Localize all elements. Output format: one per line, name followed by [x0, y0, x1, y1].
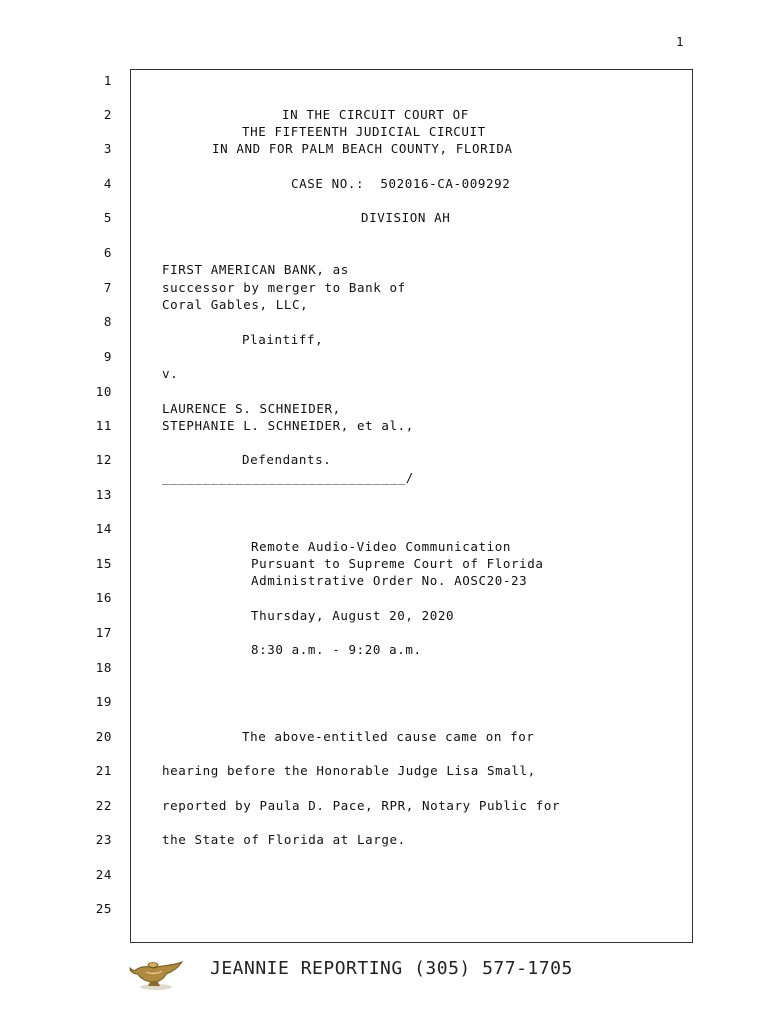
- versus: v.: [162, 366, 179, 381]
- line-number: 2: [103, 107, 112, 122]
- line-number: 3: [103, 141, 112, 156]
- court-name-line-1: IN THE CIRCUIT COURT OF: [282, 107, 469, 122]
- line-number: 17: [95, 625, 112, 640]
- plaintiff-name-line-3: Coral Gables, LLC,: [162, 297, 309, 312]
- case-number: CASE NO.: 502016-CA-009292: [291, 176, 511, 191]
- court-name-line-3: IN AND FOR PALM BEACH COUNTY, FLORIDA: [212, 141, 513, 156]
- defendant-role: Defendants.: [242, 452, 332, 467]
- proceeding-line-2: Pursuant to Supreme Court of Florida: [251, 556, 544, 571]
- caption-underline: ______________________________/: [162, 470, 414, 485]
- line-number: 6: [103, 245, 112, 260]
- body-line-23: the State of Florida at Large.: [162, 832, 406, 847]
- line-number: 4: [103, 176, 112, 191]
- genie-lamp-icon: [126, 948, 186, 992]
- line-number: 19: [95, 694, 112, 709]
- plaintiff-name-line-2: successor by merger to Bank of: [162, 280, 406, 295]
- proceeding-date: Thursday, August 20, 2020: [251, 608, 455, 623]
- body-line-22: reported by Paula D. Pace, RPR, Notary Public for: [162, 798, 561, 813]
- line-number: 18: [95, 660, 112, 675]
- defendant-name-line-2: STEPHANIE L. SCHNEIDER, et al.,: [162, 418, 414, 433]
- line-number: 21: [95, 763, 112, 778]
- line-number: 12: [95, 452, 112, 467]
- line-number: 24: [95, 867, 112, 882]
- line-number: 16: [95, 590, 112, 605]
- line-number: 10: [95, 384, 112, 399]
- footer-reporter-name: JEANNIE REPORTING (305) 577-1705: [210, 958, 573, 979]
- line-number: 23: [95, 832, 112, 847]
- line-number: 7: [103, 280, 112, 295]
- line-number: 1: [103, 73, 112, 88]
- line-number: 25: [95, 901, 112, 916]
- division: DIVISION AH: [361, 210, 451, 225]
- plaintiff-name-line-1: FIRST AMERICAN BANK, as: [162, 262, 349, 277]
- line-number: 11: [95, 418, 112, 433]
- defendant-name-line-1: LAURENCE S. SCHNEIDER,: [162, 401, 341, 416]
- body-line-20: The above-entitled cause came on for: [242, 729, 535, 744]
- plaintiff-role: Plaintiff,: [242, 332, 324, 347]
- line-number: 20: [95, 729, 112, 744]
- proceeding-time: 8:30 a.m. - 9:20 a.m.: [251, 642, 422, 657]
- court-name-line-2: THE FIFTEENTH JUDICIAL CIRCUIT: [242, 124, 486, 139]
- proceeding-line-3: Administrative Order No. AOSC20-23: [251, 573, 528, 588]
- proceeding-line-1: Remote Audio-Video Communication: [251, 539, 512, 554]
- line-number: 15: [95, 556, 112, 571]
- line-number: 5: [103, 210, 112, 225]
- body-line-21: hearing before the Honorable Judge Lisa Small,: [162, 763, 536, 778]
- line-number: 8: [103, 314, 112, 329]
- line-number: 14: [95, 521, 112, 536]
- line-number: 22: [95, 798, 112, 813]
- page-number: 1: [676, 34, 685, 49]
- line-number: 13: [95, 487, 112, 502]
- line-number: 9: [103, 349, 112, 364]
